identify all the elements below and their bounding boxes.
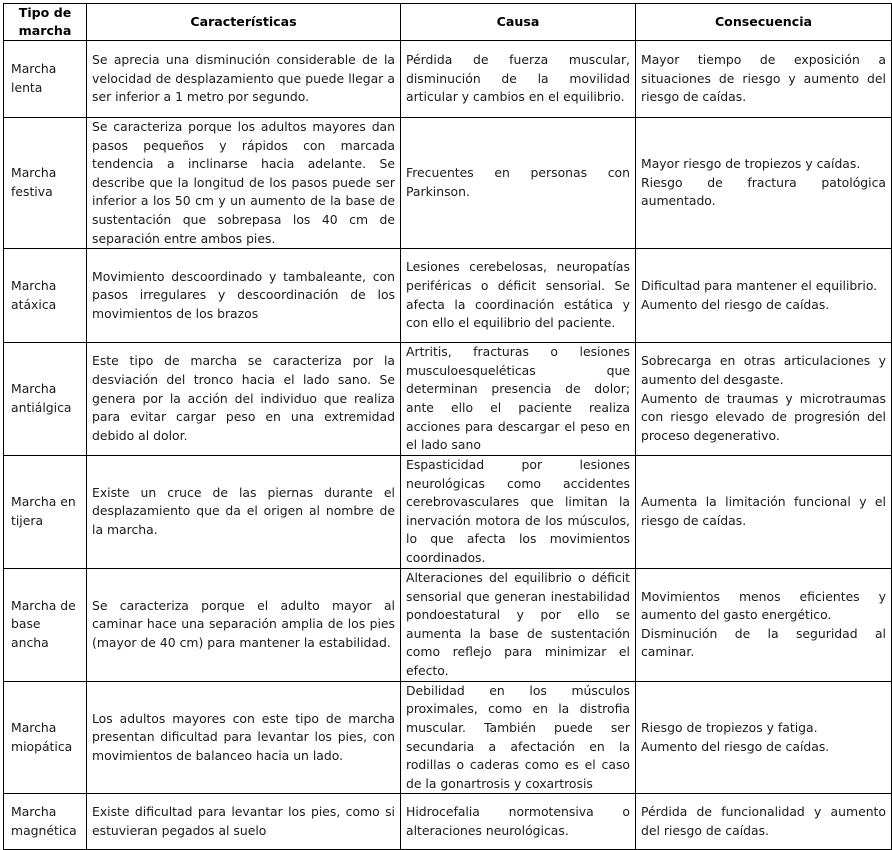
cell-caracteristicas: Se caracteriza porque el adulto mayor al caminar hace una separación amplia de los pies (mayor de 40 cm) para mantener la estabilidad.: [87, 568, 401, 681]
table-row: [4, 41, 892, 118]
header-causa: Causa: [401, 4, 636, 41]
cell-consecuencia: [636, 455, 892, 568]
cell-causa: Artritis, fracturas o lesiones musculoesqueléticas que determinan presencia de dolor; ante ello el paciente realiza acciones para descargar el peso en el lado sano: [401, 343, 636, 456]
header-caracteristicas: Características: [87, 4, 401, 41]
cell-causa: Debilidad en los músculos proximales, como en la distrofia muscular. También puede ser secundaria a afectación en la rodillas o caderas como es el caso de la gonartrosis y coxartrosis: [401, 681, 636, 794]
cell-tipo: Marcha de base ancha: [4, 568, 87, 681]
cell-tipo: Marcha antiálgica: [4, 343, 87, 456]
consecuencia-line: Aumento del riesgo de caídas.: [641, 296, 830, 312]
cell-causa: Espasticidad por lesiones neurológicas como accidentes cerebrovasculares que limitan la inervación motora de los músculos, lo que afecta los movimientos coordinados.: [401, 455, 636, 568]
cell-consecuencia: [636, 118, 892, 249]
cell-tipo: Marcha festiva: [4, 118, 87, 249]
consecuencia-line: Dificultad para mantener el equilibrio.: [641, 278, 878, 294]
cell-tipo: Marcha atáxica: [4, 249, 87, 343]
consecuencia-line: Disminución de la seguridad al caminar.: [641, 625, 886, 660]
cell-tipo: Marcha miopática: [4, 681, 87, 794]
cell-causa: Alteraciones del equilibrio o déficit sensorial que generan inestabilidad pondoestatural y por ello se aumenta la base de sustentación como reflejo para minimizar el efecto.: [401, 568, 636, 681]
cell-caracteristicas: Movimiento descoordinado y tambaleante, con pasos irregulares y descoordinación de los movimientos de los brazos: [87, 249, 401, 343]
cell-caracteristicas: Existe un cruce de las piernas durante el desplazamiento que da el origen al nombre de la marcha.: [87, 455, 401, 568]
cell-caracteristicas: Se caracteriza porque los adultos mayores dan pasos pequeños y rápidos con marcada tendencia a inclinarse hacia adelante. Se describe que la longitud de los pasos puede ser inferior a los 50 cm y un aumento de la base de sustentación que sobrepasa los 40 cm de separación entre ambos pies.: [87, 118, 401, 249]
gait-types-table: [3, 3, 892, 850]
header-tipo: Tipo de marcha: [4, 4, 87, 41]
consecuencia-line: Mayor tiempo de exposición a situaciones de riesgo y aumento del riesgo de caídas.: [641, 52, 886, 105]
table-row: [4, 343, 892, 456]
header-row: [4, 4, 892, 41]
cell-caracteristicas: Existe dificultad para levantar los pies, como si estuvieran pegados al suelo: [87, 794, 401, 850]
consecuencia-line: Riesgo de fractura patológica aumentado.: [641, 174, 886, 209]
cell-tipo: Marcha en tijera: [4, 455, 87, 568]
consecuencia-line: Aumento de traumas y microtraumas con riesgo elevado de progresión del proceso degenerativo.: [641, 390, 886, 443]
table-row: [4, 455, 892, 568]
table-row: [4, 249, 892, 343]
cell-caracteristicas: Los adultos mayores con este tipo de marcha presentan dificultad para levantar los pies, con movimientos de balanceo hacia un lado.: [87, 681, 401, 794]
cell-causa: Hidrocefalia normotensiva o alteraciones neurológicas.: [401, 794, 636, 850]
table-row: [4, 568, 892, 681]
cell-consecuencia: [636, 41, 892, 118]
consecuencia-line: Pérdida de funcionalidad y aumento del riesgo de caídas.: [641, 804, 886, 838]
table-row: [4, 118, 892, 249]
cell-caracteristicas: Se aprecia una disminución considerable de la velocidad de desplazamiento que puede llegar a ser inferior a 1 metro por segundo.: [87, 41, 401, 118]
table-row: [4, 794, 892, 850]
consecuencia-line: Aumenta la limitación funcional y el riesgo de caídas.: [641, 494, 886, 528]
consecuencia-line: Mayor riesgo de tropiezos y caídas.: [641, 156, 861, 172]
cell-consecuencia: [636, 568, 892, 681]
cell-tipo: Marcha lenta: [4, 41, 87, 118]
consecuencia-line: Sobrecarga en otras articulaciones y aumento del desgaste.: [641, 353, 886, 388]
cell-consecuencia: [636, 794, 892, 850]
cell-consecuencia: [636, 681, 892, 794]
cell-caracteristicas: Este tipo de marcha se caracteriza por la desviación del tronco hacia el lado sano. Se genera por la acción del individuo que realiza para evitar cargar peso en una extremidad debido al dolor.: [87, 343, 401, 456]
cell-consecuencia: [636, 249, 892, 343]
header-consecuencia: Consecuencia: [636, 4, 892, 41]
cell-causa: Lesiones cerebelosas, neuropatías periféricas o déficit sensorial. Se afecta la coordinación estática y con ello el equilibrio del paciente.: [401, 249, 636, 343]
consecuencia-line: Movimientos menos eficientes y aumento del gasto energético.: [641, 588, 886, 623]
cell-causa: Pérdida de fuerza muscular, disminución de la movilidad articular y cambios en el equilibrio.: [401, 41, 636, 118]
table-row: [4, 681, 892, 794]
cell-consecuencia: [636, 343, 892, 456]
cell-causa: Frecuentes en personas con Parkinson.: [401, 118, 636, 249]
consecuencia-line: Riesgo de tropiezos y fatiga.: [641, 719, 818, 735]
cell-tipo: Marcha magnética: [4, 794, 87, 850]
consecuencia-line: Aumento del riesgo de caídas.: [641, 738, 830, 754]
